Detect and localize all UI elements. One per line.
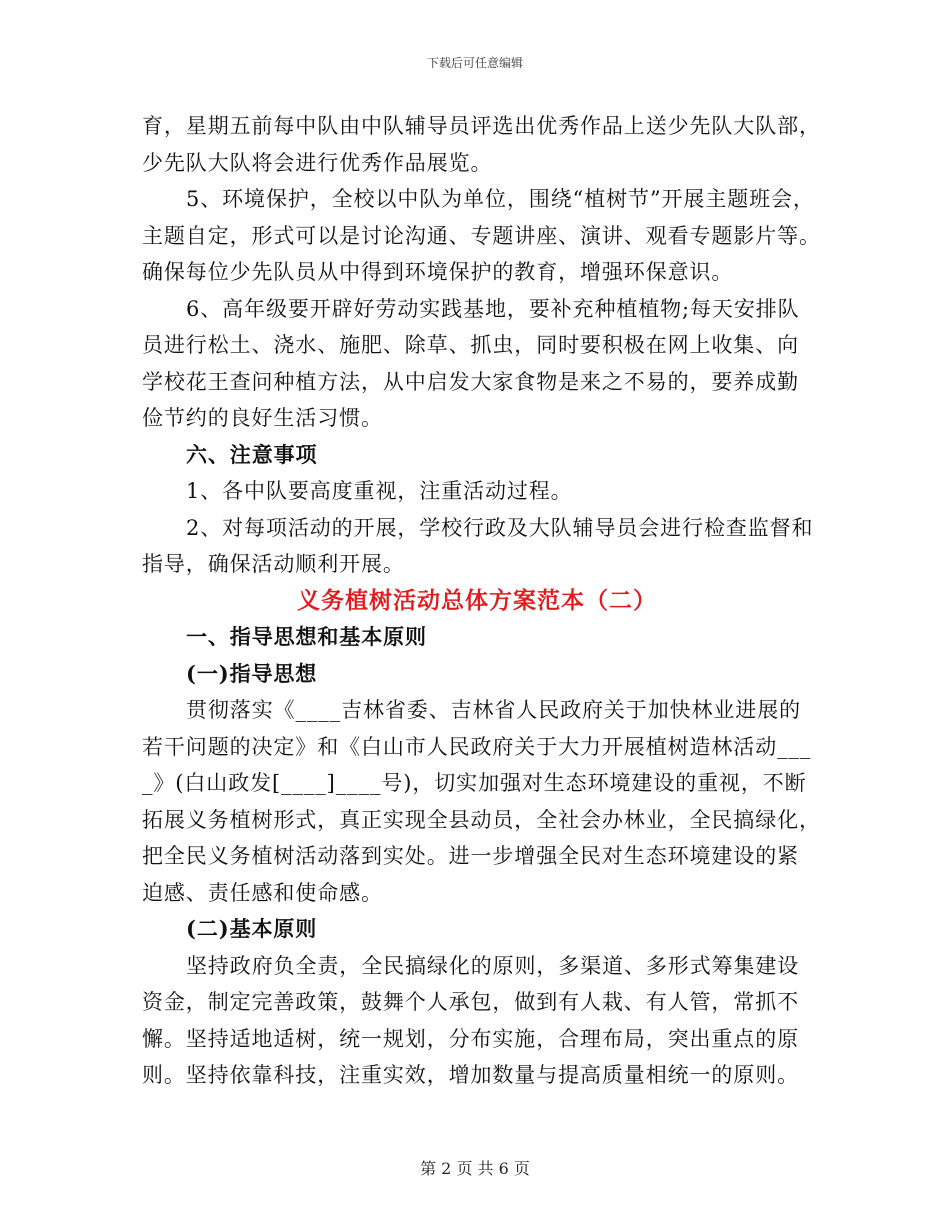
- section-heading: 六、注意事项: [186, 441, 318, 467]
- section-title: 义务植树活动总体方案范本（二）: [297, 586, 657, 614]
- paragraph-line: 坚持政府负全责，全民搞绿化的原则，多渠道、多形式筹集建设: [186, 953, 800, 978]
- page-footer: 第 2 页 共 6 页: [420, 1159, 530, 1178]
- paragraph-line: 拓展义务植树形式，真正实现全县动员，全社会办林业，全民搞绿化，: [142, 807, 821, 832]
- paragraph-line: 确保每位少先队员从中得到环境保护的教育，增强环保意识。: [142, 260, 734, 284]
- paragraph-line: _》(白山政发[____]____号)，切实加强对生态环境建设的重视，不断: [142, 771, 807, 795]
- paragraph-line: 6、高年级要开辟好劳动实践基地，要补充种植植物;每天安排队: [186, 296, 800, 321]
- paragraph-line: 1、各中队要高度重视，注重活动过程。: [186, 479, 573, 503]
- section-heading: (一)指导思想: [186, 660, 318, 686]
- paragraph-line: 少先队大队将会进行优秀作品展览。: [142, 150, 493, 175]
- paragraph-line: 5、环境保护，全校以中队为单位，围绕“植树节”开展主题班会，: [186, 187, 815, 211]
- paragraph-line: 2、对每项活动的开展，学校行政及大队辅导员会进行检查监督和: [186, 515, 814, 540]
- section-heading: (二)基本原则: [186, 916, 318, 941]
- paragraph-line: 指导，确保活动顺利开展。: [142, 552, 405, 576]
- paragraph-line: 若干问题的决定》和《白山市人民政府关于大力开展植树造林活动___: [142, 734, 812, 759]
- paragraph-line: 懈。坚持适地适树，统一规划，分布实施，合理布局，突出重点的原: [142, 1026, 799, 1051]
- paragraph-line: 则。坚持依靠科技，注重实效，增加数量与提高质量相统一的原则。: [142, 1063, 799, 1087]
- paragraph-line: 主题自定，形式可以是讨论沟通、专题讲座、演讲、观看专题影片等。: [142, 223, 821, 248]
- paragraph-line: 迫感、责任感和使命感。: [142, 880, 383, 905]
- page-header: 下载后可任意编辑: [426, 56, 523, 70]
- paragraph-line: 贯彻落实《____吉林省委、吉林省人民政府关于加快林业进展的: [186, 698, 801, 722]
- paragraph-line: 资金，制定完善政策，鼓舞个人承包，做到有人栽、有人管，常抓不: [142, 990, 799, 1014]
- paragraph-line: 学校花王查问种植方法，从中启发大家食物是来之不易的，要养成勤: [142, 369, 799, 394]
- paragraph-line: 育，星期五前每中队由中队辅导员评选出优秀作品上送少先队大队部，: [142, 114, 821, 138]
- paragraph-line: 俭节约的良好生活习惯。: [142, 406, 383, 430]
- paragraph-line: 把全民义务植树活动落到实处。进一步增强全民对生态环境建设的紧: [142, 844, 799, 868]
- section-heading: 一、指导思想和基本原则: [186, 624, 427, 649]
- document-body: [142, 108, 821, 1094]
- paragraph-line: 员进行松土、浇水、施肥、除草、抓虫，同时要积极在网上收集、向: [142, 333, 799, 357]
